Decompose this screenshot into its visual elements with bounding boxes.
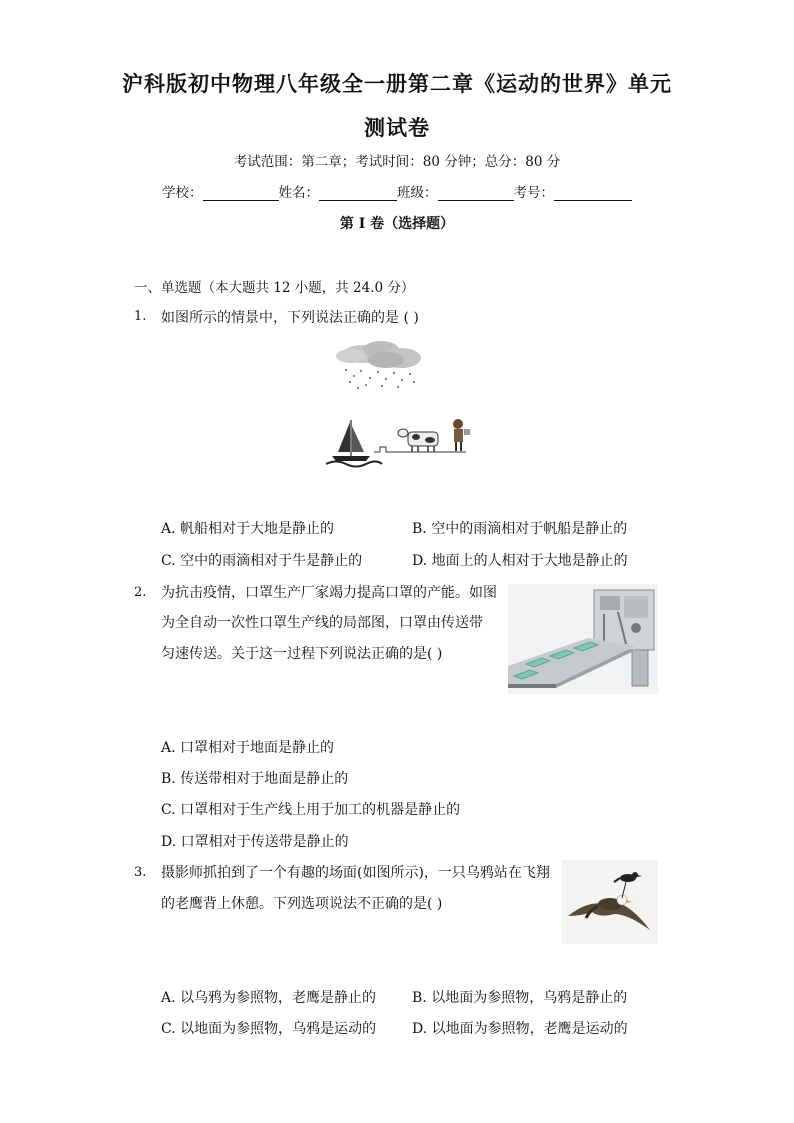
question-2-option-c[interactable]: C. 口罩相对于生产线上用于加工的机器是静止的 <box>161 802 461 818</box>
question-2-stem-line1: 为抗击疫情，口罩生产厂家竭力提高口罩的产能。如图 <box>161 585 497 601</box>
page-title-line1: 沪科版初中物理八年级全一册第二章《运动的世界》单元 <box>122 71 672 96</box>
question-3-stem-line2: 的老鹰背上休憩。下列选项说法不正确的是( ) <box>161 896 443 912</box>
question-1-option-c[interactable]: C. 空中的雨滴相对于牛是静止的 <box>161 553 363 569</box>
question-3-option-b[interactable]: B. 以地面为参照物，乌鸦是静止的 <box>412 990 628 1006</box>
person-icon <box>453 419 470 451</box>
question-1-option-b[interactable]: B. 空中的雨滴相对于帆船是静止的 <box>412 521 628 537</box>
class-blank[interactable] <box>438 186 514 201</box>
question-1-option-a[interactable]: A. 帆船相对于大地是静止的 <box>161 521 335 537</box>
school-blank[interactable] <box>203 186 279 201</box>
student-info-fields <box>162 181 632 201</box>
question-1-option-d[interactable]: D. 地面上的人相对于大地是静止的 <box>412 553 628 569</box>
question-2-number: 2. <box>134 585 147 600</box>
question-1-stem: 如图所示的情景中，下列说法正确的是 ( ) <box>161 310 419 326</box>
question-3-stem-line1: 摄影师抓拍到了一个有趣的场面(如图所示)，一只乌鸦站在飞翔 <box>161 865 550 881</box>
question-2-option-b[interactable]: B. 传送带相对于地面是静止的 <box>161 771 349 787</box>
question-2-option-d[interactable]: D. 口罩相对于传送带是静止的 <box>161 834 349 850</box>
number-blank[interactable] <box>554 186 632 201</box>
section-heading: 一、单选题（本大题共 12 小题，共 24.0 分） <box>134 280 415 296</box>
question-3-number: 3. <box>134 865 147 880</box>
page-title-line2: 测试卷 <box>364 115 430 140</box>
school-label: 学校： <box>162 185 203 201</box>
question-2-stem-line3: 匀速传送。关于这一过程下列说法正确的是( ) <box>161 646 443 662</box>
question-3-option-d[interactable]: D. 以地面为参照物，老鹰是运动的 <box>412 1021 628 1037</box>
name-label: 姓名： <box>278 185 319 201</box>
exam-info: 考试范围：第二章；考试时间：80 分钟；总分：80 分 <box>233 154 561 170</box>
question-2-option-a[interactable]: A. 口罩相对于地面是静止的 <box>161 740 335 756</box>
question-1-figure <box>326 340 476 472</box>
name-blank[interactable] <box>319 186 397 201</box>
number-label: 考号： <box>513 185 554 201</box>
question-2-stem-line2: 为全自动一次性口罩生产线的局部图，口罩由传送带 <box>161 615 483 631</box>
sailboat-icon <box>326 420 382 467</box>
question-3-figure <box>562 860 658 944</box>
question-3-option-c[interactable]: C. 以地面为参照物，乌鸦是运动的 <box>161 1021 377 1037</box>
volume-heading: 第 I 卷（选择题） <box>339 216 455 232</box>
rain-cloud-icon <box>336 341 421 368</box>
raindrops <box>345 369 415 389</box>
question-3-option-a[interactable]: A. 以乌鸦为参照物，老鹰是静止的 <box>161 990 377 1006</box>
question-1-number: 1. <box>134 309 147 324</box>
class-label: 班级： <box>397 185 438 201</box>
question-2-figure <box>508 584 658 694</box>
cow-icon <box>398 429 438 452</box>
